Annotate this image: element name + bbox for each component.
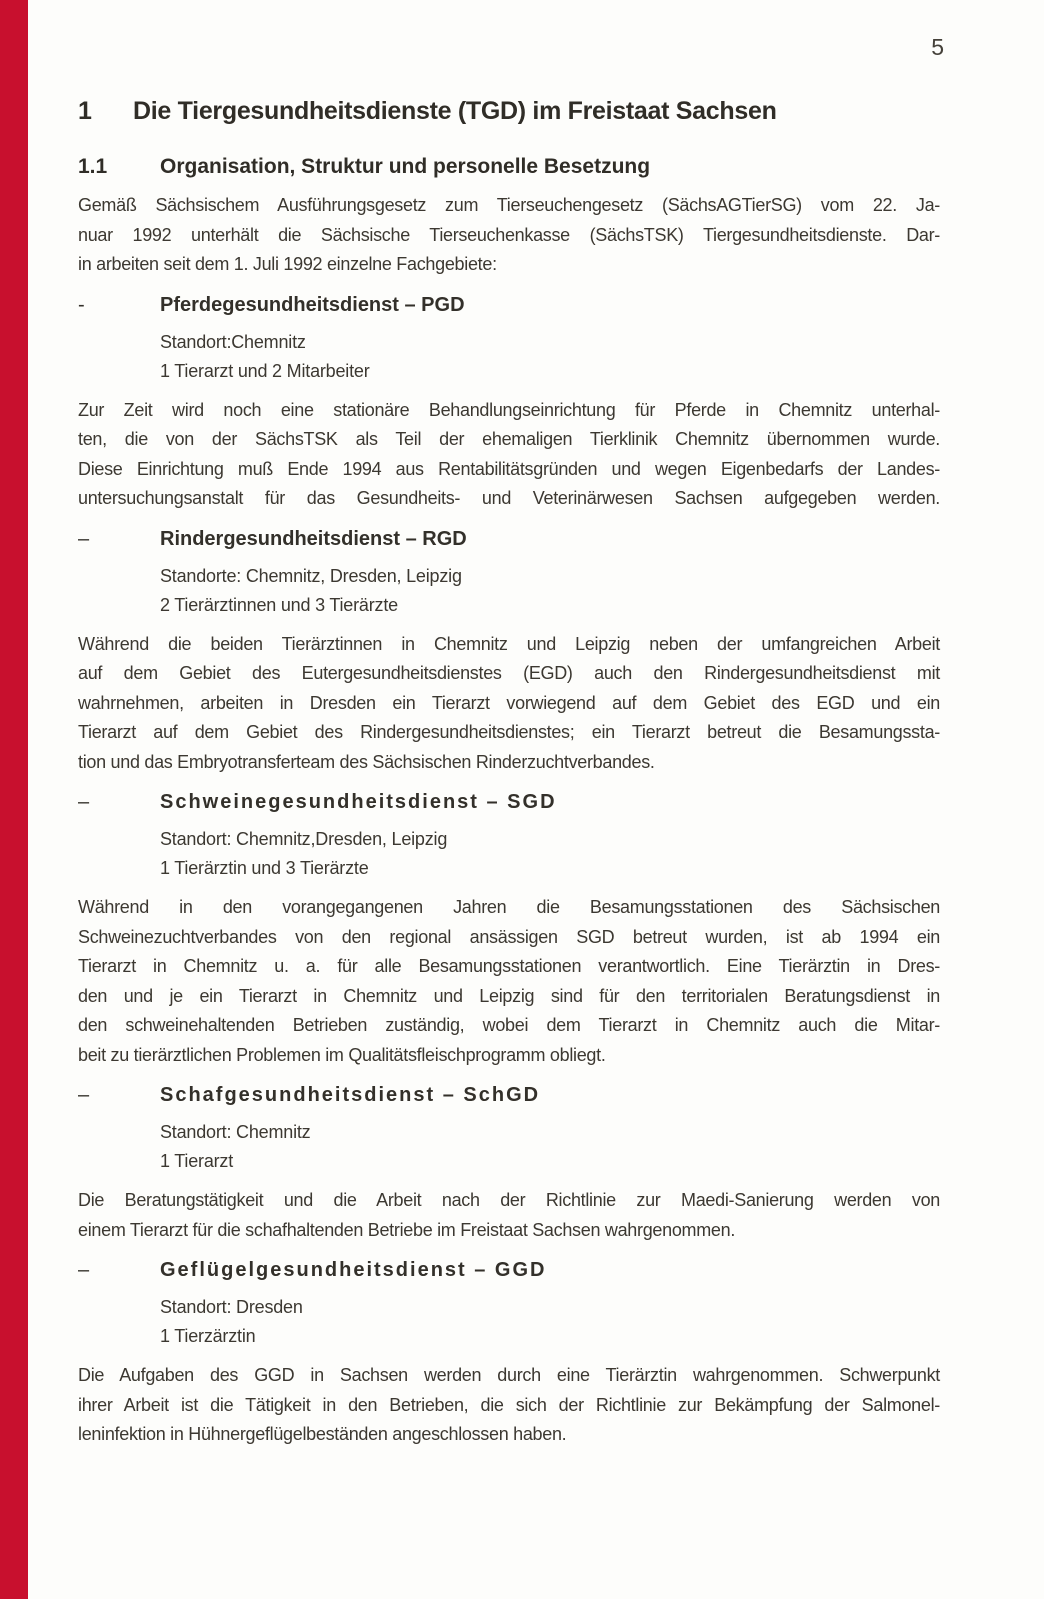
service-title-row [78,1255,940,1285]
service-section-rgd [78,524,940,778]
text-line: Diese Einrichtung muß Ende 1994 aus Rentabilitätsgründen und wegen Eigenbedarfs der Landes- [78,458,940,479]
service-location: Standort: Chemnitz,Dresden, Leipzig [160,829,448,849]
section-title: Organisation, Struktur und personelle Besetzung [160,155,651,178]
chapter-title: Die Tiergesundheitsdienste (TGD) im Freistaat Sachsen [133,97,777,125]
service-paragraph [78,893,940,1070]
service-staff: 1 Tierarzt [160,1151,234,1171]
text-line: einem Tierarzt für die schafhaltenden Betriebe im Freistaat Sachsen wahrgenommen. [78,1219,736,1240]
service-title: Rindergesundheitsdienst – RGD [160,527,467,550]
service-title: Pferdegesundheitsdienst – PGD [160,293,465,316]
service-title: Schweinegesundheitsdienst – SGD [160,791,557,813]
service-location: Standort:Chemnitz [160,331,306,352]
service-title-row [78,290,940,320]
list-marker: – [78,1259,90,1281]
text-line: auf dem Gebiet des Eutergesundheitsdienstes (EGD) auch den Rindergesundheitsdienst mit [78,663,940,683]
text-line: Während in den vorangegangenen Jahren die Besamungsstationen des Sächsischen [78,897,940,917]
intro-paragraph [78,191,940,280]
service-section-sgd [78,787,940,1070]
section-heading [78,153,940,181]
service-title-row [78,524,940,554]
page-content [78,0,940,1450]
text-line: tion und das Embryotransferteam des Sächsischen Rinderzuchtverbandes. [78,751,655,772]
service-staff: 1 Tierarzt und 2 Mitarbeiter [160,360,370,381]
service-location: Standort: Chemnitz [160,1122,311,1142]
service-section-pgd [78,290,940,514]
service-title-row [78,1080,940,1110]
service-section-schgd [78,1080,940,1245]
service-paragraph [78,630,940,778]
text-line: Während die beiden Tierärztinnen in Chemnitz und Leipzig neben der umfangreichen Arbeit [78,633,940,654]
service-staff: 2 Tierärztinnen und 3 Tierärzte [160,594,398,615]
list-marker: – [78,791,90,813]
scan-edge-red-bar [0,0,28,1599]
list-marker: – [78,527,90,550]
service-title: Schafgesundheitsdienst – SchGD [160,1084,541,1106]
service-details [160,328,940,386]
text-line: Zur Zeit wird noch eine stationäre Behandlungseinrichtung für Pferde in Chemnitz unterhal- [78,399,940,420]
text-line: beit zu tierärztlichen Problemen im Qualitätsfleischprogramm obliegt. [78,1044,606,1065]
text-line: Gemäß Sächsischem Ausführungsgesetz zum Tierseuchengesetz (SächsAGTierSG) vom 22. Ja- [78,195,940,215]
service-details [160,825,940,883]
text-line: Schweinezuchtverbandes von den regional ansässigen SGD betreut wurden, ist ab 1994 ein [78,926,940,947]
page-number: 5 [931,34,944,60]
service-location: Standorte: Chemnitz, Dresden, Leipzig [160,565,462,586]
service-location: Standort: Dresden [160,1297,303,1317]
chapter-number: 1 [78,97,92,125]
service-paragraph [78,1361,940,1450]
service-staff: 1 Tierärztin und 3 Tierärzte [160,858,369,878]
text-line: Die Beratungstätigkeit und die Arbeit nach der Richtlinie zur Maedi-Sanierung werden von [78,1190,940,1210]
service-title: Geflügelgesundheitsdienst – GGD [160,1259,547,1281]
service-staff: 1 Tierzärztin [160,1326,256,1346]
service-paragraph [78,1186,940,1245]
text-line: den und je ein Tierarzt in Chemnitz und Leipzig sind für den territorialen Beratungsdienst in [78,985,940,1006]
service-details [160,1118,940,1176]
section-number: 1.1 [78,155,108,178]
text-line: ten, die von der SächsTSK als Teil der ehemaligen Tierklinik Chemnitz übernommen wurde. [78,429,940,449]
text-line: untersuchungsanstalt für das Gesundheits- und Veterinärwesen Sachsen aufgegeben werden. [78,488,940,508]
text-line: nuar 1992 unterhält die Sächsische Tierseuchenkasse (SächsTSK) Tiergesundheitsdienste. Dar- [78,224,940,245]
service-details [160,562,940,620]
service-details [160,1293,940,1351]
text-line: wahrnehmen, arbeiten in Dresden ein Tierarzt vorwiegend auf dem Gebiet des EGD und ein [78,692,940,713]
text-line: Die Aufgaben des GGD in Sachsen werden durch eine Tierärztin wahrgenommen. Schwerpunkt [78,1365,940,1385]
text-line: in arbeiten seit dem 1. Juli 1992 einzelne Fachgebiete: [78,254,497,274]
text-line: den schweinehaltenden Betrieben zuständig, wobei dem Tierarzt in Chemnitz auch die Mitar- [78,1015,940,1035]
text-line: Tierarzt in Chemnitz u. a. für alle Besamungsstationen verantwortlich. Eine Tierärztin in Dres- [78,956,940,976]
service-section-ggd [78,1255,940,1450]
list-marker: – [78,1084,90,1106]
service-paragraph [78,396,940,514]
text-line: ihrer Arbeit ist die Tätigkeit in den Betrieben, die sich der Richtlinie zur Bekämpfung der Salmonel- [78,1394,940,1415]
list-marker: - [78,293,85,316]
text-line: Tierarzt auf dem Gebiet des Rindergesundheitsdienstes; ein Tierarzt betreut die Besamungssta- [78,722,940,742]
service-title-row [78,787,940,817]
text-line: leninfektion in Hühnergeflügelbeständen angeschlossen haben. [78,1424,567,1444]
chapter-heading [78,95,940,127]
